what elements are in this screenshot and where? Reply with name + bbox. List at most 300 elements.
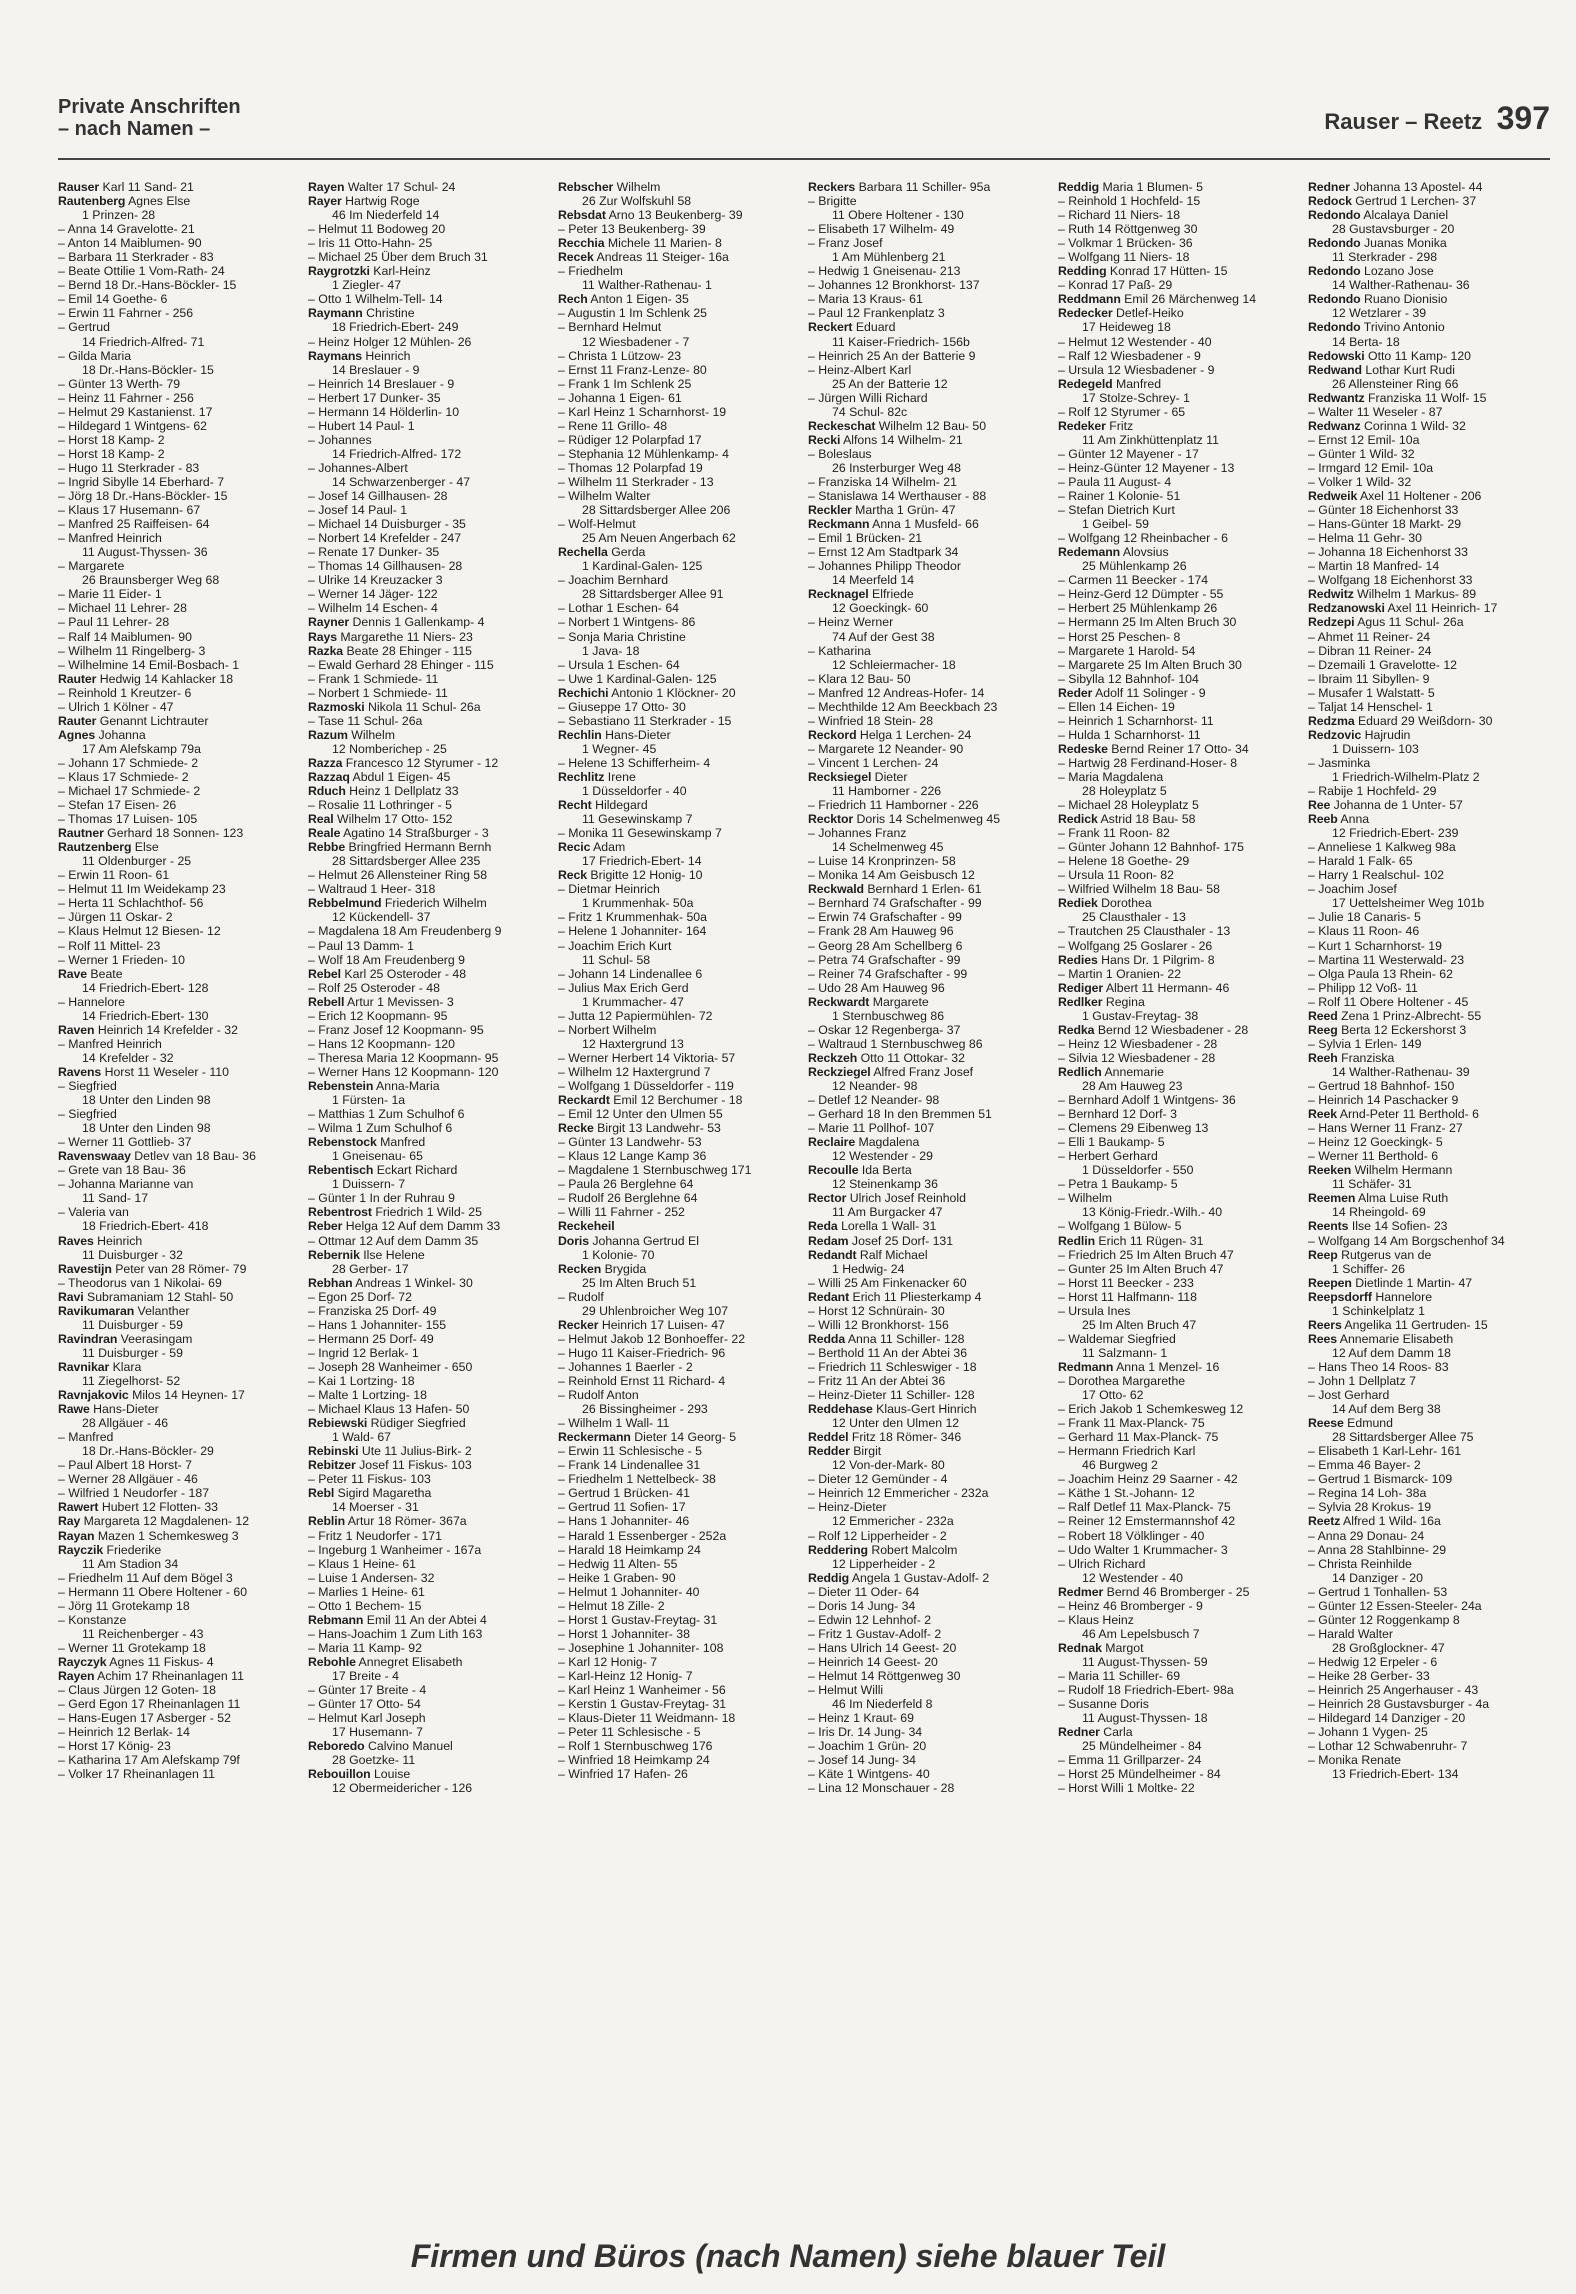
directory-entry: Ravnjakovic Milos 14 Heynen- 17 [58,1388,245,1403]
directory-entry: – John 1 Dellplatz 7 [1308,1373,1417,1388]
directory-entry: – Jürgen Willi Richard [808,390,928,405]
directory-entry: – Malte 1 Lortzing- 18 [308,1388,427,1403]
directory-entry: – Joseph 28 Wanheimer - 650 [308,1359,473,1374]
directory-entry: – Norbert 14 Krefelder - 247 [308,531,462,546]
directory-entry: – Ingrid Sibylle 14 Eberhard- 7 [58,474,225,489]
directory-entry: Recknagel Elfriede [808,587,914,602]
directory-entry: – Karl Heinz 1 Scharnhorst- 19 [558,404,727,419]
directory-entry: 13 König-Friedr.-Wilh.- 40 [1082,1205,1223,1220]
directory-entry: – Ibraim 11 Sibyllen- 9 [1308,671,1430,686]
directory-entry: – Erwin 11 Schlesische - 5 [558,1444,702,1459]
directory-entry: – Ralf 14 Maiblumen- 90 [58,629,192,644]
directory-entry: – Wolfgang 25 Goslarer - 26 [1058,938,1213,953]
directory-entry: – Hermann 25 Im Alten Bruch 30 [1058,615,1237,630]
directory-entry: – Hans-Eugen 17 Asberger - 52 [58,1711,231,1726]
directory-entry: – Johannes [308,432,372,447]
directory-entry: Redowski Otto 11 Kamp- 120 [1308,348,1472,363]
directory-entry: 1 Wald- 67 [332,1430,392,1445]
directory-entry: 11 August-Thyssen- 59 [1082,1654,1208,1669]
directory-entry: – Klaus 11 Roon- 46 [1308,924,1420,939]
directory-entry: – Herbert 17 Dunker- 35 [308,390,441,405]
directory-entry: Recek Andreas 11 Steiger- 16a [558,250,729,265]
directory-entry: Rayner Dennis 1 Gallenkamp- 4 [308,615,485,630]
directory-entry: Redondo Lozano Jose [1308,264,1434,279]
directory-entry: 14 Friedrich-Ebert- 128 [82,980,209,995]
directory-entry: Rechlitz Irene [558,769,636,784]
directory-entry: Rechlin Hans-Dieter [558,727,671,742]
directory-entry: 14 Auf dem Berg 38 [1332,1402,1441,1417]
directory-entry: 11 Sterkrader - 298 [1332,250,1438,265]
directory-entry: 12 Steinenkamp 36 [832,1177,938,1192]
directory-entry: – Monika Renate [1308,1753,1401,1768]
directory-entry: 74 Schul- 82c [832,404,908,419]
directory-entry: Rayczyk Agnes 11 Fiskus- 4 [58,1654,214,1669]
directory-entry: – Käthe 1 St.-Johann- 12 [1058,1486,1195,1501]
directory-entry: Redies Hans Dr. 1 Pilgrim- 8 [1058,952,1215,967]
directory-entry: – Gertrud 11 Sofien- 17 [558,1500,686,1515]
directory-entry: 12 Nomberichер - 25 [332,741,447,756]
directory-entry: Recic Adam [558,840,626,855]
directory-entry: – Horst 25 Peschen- 8 [1058,629,1181,644]
directory-entry: 11 Reichenberger - 43 [82,1626,204,1641]
directory-entry: Recht Hildegard [558,798,648,813]
directory-entry: – Jörg 11 Grotekamp 18 [58,1598,190,1613]
directory-entry: – Petra 74 Grafschafter - 99 [808,952,961,967]
directory-entry: – Luise 1 Andersen- 32 [308,1570,435,1585]
directory-entry: – Udo Walter 1 Krummacher- 3 [1058,1542,1228,1557]
directory-entry: – Rolf 1 Sternbuschweg 176 [558,1739,713,1754]
directory-entry: Razum Wilhelm [308,727,395,742]
directory-entry: 11 Duisburger - 32 [82,1247,183,1262]
directory-entry: – Anna 14 Gravelotte- 21 [58,222,195,237]
directory-entry: – Rainer 1 Kolonie- 51 [1058,489,1181,504]
directory-entry: Recktor Doris 14 Schelmenweg 45 [808,812,1001,827]
directory-entry: – Heinz-Dieter 11 Schiller- 128 [808,1388,975,1403]
directory-entry: Redmer Bernd 46 Bromberger - 25 [1058,1584,1250,1599]
directory-entry: – Helmut 11 Im Weidekamp 23 [58,882,226,897]
directory-entry: – Gunter 25 Im Alten Bruch 47 [1058,1261,1224,1276]
directory-entry: – Winfried 17 Hafen- 26 [558,1767,688,1782]
directory-entry: – Jutta 12 Papiermühlen- 72 [558,1008,713,1023]
directory-entry: – Manfred Heinrich [58,531,162,546]
directory-entry: – Johann 17 Schmiede- 2 [58,755,199,770]
directory-entry: – Hulda 1 Scharnhorst- 11 [1058,727,1201,742]
directory-entry: Redondo Juanas Monika [1308,236,1447,251]
directory-entry: – Johanna 1 Eigen- 61 [558,390,682,405]
directory-entry: – Willi 25 Am Finkenacker 60 [808,1275,967,1290]
directory-entry: Reale Agatino 14 Straßburger - 3 [308,826,489,841]
directory-entry: 1 Am Mühlenberg 21 [832,250,946,265]
directory-entry: – Waltraud 1 Sternbuschweg 86 [808,1036,983,1051]
directory-entry: – Helmut Jakob 12 Bonhoeffer- 22 [558,1331,746,1346]
directory-entry: – Ursula Ines [1058,1303,1131,1318]
directory-entry: – Heinz 12 Wiesbadener - 28 [1058,1036,1218,1051]
directory-entry: Rayan Mazen 1 Schemkesweg 3 [58,1528,239,1543]
directory-entry: – Frank 11 Max-Planck- 75 [1058,1416,1205,1431]
directory-entry: – Peter 13 Beukenberg- 39 [558,222,706,237]
directory-entry: – Heinz-Günter 12 Mayener - 13 [1058,460,1235,475]
directory-entry: – Frank 11 Roon- 82 [1058,826,1170,841]
directory-entry: – Michael 17 Schmiede- 2 [58,784,201,799]
directory-entry: Reddig Angela 1 Gustav-Adolf- 2 [808,1570,990,1585]
directory-entry: – Willi 12 Bronkhorst- 156 [808,1317,949,1332]
directory-entry: – Herbert Gerhard [1058,1149,1158,1164]
directory-entry: – Egon 25 Dorf- 72 [308,1289,412,1304]
directory-entry: 1 Düsseldorfer - 40 [582,784,687,799]
directory-entry: – Michael 14 Duisburger - 35 [308,517,466,532]
directory-entry: 12 Kückendell- 37 [332,910,431,925]
directory-entry: Rebel Karl 25 Osteroder - 48 [308,966,467,981]
directory-entry: 25 Mühlenkamp 26 [1082,559,1187,574]
directory-entry: – Marie 11 Eider- 1 [58,587,162,602]
directory-entry: – Hedwig 12 Erpeler - 6 [1308,1654,1438,1669]
directory-entry: – Joachim Bernhard [558,573,669,588]
directory-entry: – Heinrich 25 An der Batterie 9 [808,348,976,363]
directory-entry: – Johanna 18 Eichenhorst 33 [1308,545,1468,560]
directory-entry: – Philipp 12 Voß- 11 [1308,980,1418,995]
directory-entry: Reepen Dietlinde 1 Martin- 47 [1308,1275,1473,1290]
page-number: 397 [1496,100,1550,136]
directory-entry: 17 Am Alefskamp 79a [82,741,201,756]
directory-entry: – Josef 14 Paul- 1 [308,503,408,518]
directory-entry: – Kerstin 1 Gustav-Freytag- 31 [558,1697,727,1712]
directory-entry: – Berthold 11 An der Abtei 36 [808,1345,968,1360]
directory-entry: – Ingrid 12 Berlak- 1 [308,1345,419,1360]
directory-entry: 11 Schäfer- 31 [1332,1177,1412,1192]
directory-entry: – Gertrud 1 Bismarck- 109 [1308,1472,1453,1487]
directory-entry: – Hans 1 Johanniter- 46 [558,1514,690,1529]
directory-entry: – Emil 12 Unter den Ulmen 55 [558,1107,723,1122]
directory-entry: – Harald 18 Heimkamp 24 [558,1542,701,1557]
directory-entry: 1 Schinkelplatz 1 [1332,1303,1425,1318]
directory-entry: – Norbert Wilhelm [558,1022,657,1037]
directory-entry: 17 Heideweg 18 [1082,320,1171,335]
directory-entry: – Heinz 12 Goeckingk- 5 [1308,1135,1443,1150]
directory-entry: 14 Friedrich-Alfred- 71 [82,334,205,349]
directory-entry: – Werner 1 Frieden- 10 [58,952,185,967]
directory-entry: – Johannes-Albert [308,460,408,475]
directory-entry: Reber Helga 12 Auf dem Damm 33 [308,1219,501,1234]
directory-entry: – Sylvia 28 Krokus- 19 [1308,1500,1432,1515]
directory-entry: 29 Uhlenbroicher Weg 107 [582,1303,729,1318]
directory-entry: – Gerhard 18 In den Bremmen 51 [808,1107,992,1122]
directory-entry: – Gertrud [58,320,110,335]
directory-entry: – Ernst 12 Am Stadtpark 34 [808,545,959,560]
directory-entry: – Hans-Günter 18 Markt- 29 [1308,517,1462,532]
directory-entry: – Joachim Josef [1308,882,1397,897]
directory-entry: 12 Lipperheider - 2 [832,1556,936,1571]
directory-entry: – Rolf 12 Styrumer - 65 [1058,404,1186,419]
directory-entry: 14 Schelmenweg 45 [832,840,944,855]
directory-entry: Ray Margareta 12 Magdalenen- 12 [58,1514,250,1529]
directory-entry: – Helmut Karl Joseph [308,1711,426,1726]
directory-entry: – Hildegard 1 Wintgens- 62 [58,418,208,433]
directory-entry: – Werner Herbert 14 Viktoria- 57 [558,1050,736,1065]
directory-entry: – Frank 1 Im Schlenk 25 [558,376,692,391]
directory-entry: – Winfried 18 Heimkamp 24 [558,1753,710,1768]
directory-entry: – Thomas 14 Gillhausen- 28 [308,559,463,574]
directory-entry: 28 Goetzke- 11 [332,1753,416,1768]
directory-entry: – Lothar 12 Schwabenruhr- 7 [1308,1739,1468,1754]
directory-entry: Redwand Lothar Kurt Rudi [1308,362,1455,377]
directory-entry: – Jürgen 11 Oskar- 2 [58,910,173,925]
directory-entry: – Johannes Franz [808,826,907,841]
directory-entry: Raygrotzki Karl-Heinz [308,264,431,279]
directory-entry: Redwanz Corinna 1 Wild- 32 [1308,418,1466,433]
directory-entry: – Siegfried [58,1107,117,1122]
directory-entry: – Wolfgang 18 Eichenhorst 33 [1308,573,1473,588]
directory-entry: – Ingeburg 1 Wanheimer - 167a [308,1542,482,1557]
directory-entry: Redzma Eduard 29 Weißdorn- 30 [1308,713,1493,728]
directory-entry: – Robert 18 Völklinger - 40 [1058,1528,1205,1543]
directory-entry: Razzaq Abdul 1 Eigen- 45 [308,769,451,784]
directory-entry: 46 Burgweg 2 [1082,1458,1158,1473]
directory-entry: – Dorothea Margarethe [1058,1373,1186,1388]
directory-entry: 14 Berta- 18 [1332,334,1400,349]
directory-entry: Redding Konrad 17 Hütten- 15 [1058,264,1228,279]
directory-entry: – Ewald Gerhard 28 Ehinger - 115 [308,657,494,672]
directory-entry: – Werner Hans 12 Koopmann- 120 [308,1064,499,1079]
directory-entry: – Anton 14 Maiblumen- 90 [58,236,202,251]
directory-entry: – Horst 12 Schnürain- 30 [808,1303,945,1318]
directory-entry: – Manfred 25 Raiffeisen- 64 [58,517,210,532]
directory-entry: – Heinz-Dieter [808,1500,887,1515]
directory-entry: Razka Beate 28 Ehinger - 115 [308,643,473,658]
directory-entry: – Gertrud 1 Brücken- 41 [558,1486,690,1501]
directory-entry: – Franz Josef [808,236,883,251]
directory-column-2 [308,180,550,2210]
directory-entry: 12 Obermeidericher - 126 [332,1781,473,1796]
directory-entry: 26 Braunsberger Weg 68 [82,573,220,588]
directory-entry: – Helmut 14 Röttgenweg 30 [808,1668,961,1683]
directory-entry: – Musafer 1 Walstatt- 5 [1308,685,1435,700]
directory-entry: – Heike 28 Gerber- 33 [1308,1668,1430,1683]
directory-entry: 1 Friedrich-Wilhelm-Platz 2 [1332,769,1480,784]
directory-entry: – Rabije 1 Hochfeld- 29 [1308,784,1437,799]
directory-entry: 25 Im Alten Bruch 51 [582,1275,697,1290]
directory-entry: – Günter 18 Eichenhorst 33 [1308,503,1459,518]
directory-entry: – Monika 14 Am Geisbusch 12 [808,868,975,883]
directory-entry: 14 Friedrich-Ebert- 130 [82,1008,209,1023]
directory-entry: – Sibylla 12 Bahnhof- 104 [1058,671,1199,686]
directory-entry: – Helmut 29 Kastanienst. 17 [58,404,213,419]
directory-entry: – Günter 13 Werth- 79 [58,376,181,391]
directory-entry: – Uwe 1 Kardinal-Galen- 125 [558,671,717,686]
directory-entry: Rebell Artur 1 Mevissen- 3 [308,994,454,1009]
directory-entry: Rebitzer Josef 11 Fiskus- 103 [308,1458,472,1473]
directory-entry: 18 Unter den Linden 98 [82,1093,211,1108]
directory-entry: 18 Unter den Linden 98 [82,1121,211,1136]
directory-entry: – Manfred Heinrich [58,1036,162,1051]
directory-entry: Reek Arnd-Peter 11 Berthold- 6 [1308,1107,1479,1122]
directory-entry: – Rolf 11 Obere Holtener - 45 [1308,994,1469,1009]
directory-entry: – Stefan 17 Eisen- 26 [58,798,177,813]
directory-entry: 28 Am Hauweg 23 [1082,1079,1183,1093]
directory-entry: – Peter 11 Fiskus- 103 [308,1472,431,1487]
directory-entry: – Günter 13 Landwehr- 53 [558,1135,702,1150]
section-title [58,96,241,140]
name-range: Rauser – Reetz [1324,109,1483,134]
directory-entry: – Werner 11 Grotekamp 18 [58,1640,206,1655]
directory-entry: Rauter Genannt Lichtrauter [58,713,209,728]
directory-entry: 12 Goeckingk- 60 [832,601,929,616]
directory-entry: – Otto 1 Bechem- 15 [308,1598,422,1613]
directory-entry: 14 Walther-Rathenau- 39 [1332,1064,1470,1079]
directory-entry: – Gerhard 11 Max-Planck- 75 [1058,1430,1219,1445]
directory-entry: – Anna 29 Donau- 24 [1308,1528,1425,1543]
directory-entry: – Günter Johann 12 Bahnhof- 175 [1058,840,1244,855]
directory-entry: – Wolf 18 Am Freudenberg 9 [308,952,465,967]
directory-entry: – Harald 1 Essenberger - 252a [558,1528,727,1543]
directory-entry: Redka Bernd 12 Wiesbadener - 28 [1058,1022,1249,1037]
directory-entry: – Johannes 1 Baerler - 2 [558,1359,693,1374]
directory-entry: – Michael 25 Über dem Bruch 31 [308,250,488,265]
directory-entry: – Theresa Maria 12 Koopmann- 95 [308,1050,499,1065]
directory-entry: – Margarete 12 Neander- 90 [808,741,964,756]
directory-entry: – Wolfgang 1 Düsseldorfer - 119 [558,1079,734,1093]
directory-entry: – Ursula 11 Roon- 82 [1058,868,1174,883]
directory-entry: – Ralf Detlef 11 Max-Planck- 75 [1058,1500,1231,1515]
directory-entry: 25 Im Alten Bruch 47 [1082,1317,1197,1332]
directory-entry: – Helmut 18 Zille- 2 [558,1598,665,1613]
directory-entry: – Hugo 11 Sterkrader - 83 [58,460,200,475]
directory-entry: 11 August-Thyssen- 36 [82,545,208,560]
directory-entry: 1 Gustav-Freytag- 38 [1082,1008,1199,1023]
directory-entry: 11 Walther-Rathenau- 1 [582,278,712,293]
directory-entry: – Maria 11 Kamp- 92 [308,1640,422,1655]
directory-entry: – Joachim 1 Grün- 20 [808,1739,927,1754]
directory-entry: – Hartwig 28 Ferdinand-Hoser- 8 [1058,755,1238,770]
directory-entry: – Paul 12 Frankenplatz 3 [808,306,945,321]
directory-entry: 12 Schleiermacher- 18 [832,657,956,672]
directory-entry: 11 Am Zinkhüttenplatz 11 [1082,432,1219,447]
directory-entry: – Ralf 12 Wiesbadener - 9 [1058,348,1201,363]
directory-entry: Rayer Hartwig Roge [308,194,420,209]
directory-column-1 [58,180,300,2210]
directory-entry: Redlich Annemarie [1058,1064,1164,1079]
directory-entry: – Harry 1 Realschul- 102 [1308,868,1445,883]
directory-entry: 11 Duisburger - 59 [82,1345,183,1360]
directory-entry: – Reinhold Ernst 11 Richard- 4 [558,1373,726,1388]
directory-entry: – Trautchen 25 Clausthaler - 13 [1058,924,1231,939]
directory-entry: Rebmann Emil 11 An der Abtei 4 [308,1612,487,1627]
directory-entry: 11 Oldenburger - 25 [82,854,192,869]
directory-entry: – Walter 11 Weseler - 87 [1308,404,1443,419]
directory-entry: Rebenstock Manfred [308,1135,426,1150]
directory-entry: – Werner 28 Allgäuer - 46 [58,1472,198,1487]
directory-entry: – Emma 11 Grillparzer- 24 [1058,1753,1202,1768]
directory-entry: 13 Friedrich-Ebert- 134 [1332,1767,1459,1782]
directory-entry: – Horst 1 Gustav-Freytag- 31 [558,1612,718,1627]
directory-entry: – Heinrich 28 Gustavsburger - 4a [1308,1697,1490,1712]
directory-entry: – Klaus Helmut 12 Biesen- 12 [58,924,221,939]
directory-entry: – Vincent 1 Lerchen- 24 [808,755,939,770]
directory-entry: Raves Heinrich [58,1233,143,1248]
directory-entry: Reclaire Magdalena [808,1135,920,1150]
directory-entry: Ravens Horst 11 Weseler - 110 [58,1064,229,1079]
directory-entry: – Sylvia 1 Erlen- 149 [1308,1036,1422,1051]
directory-entry: – Magdalena 18 Am Freudenberg 9 [308,924,502,939]
directory-entry: Rebbe Bringfried Hermann Bernh [308,840,492,855]
directory-entry: – Sonja Maria Christine [558,629,686,644]
directory-entry: – Rudolf Anton [558,1388,639,1403]
directory-entry: – Thomas 17 Luisen- 105 [58,812,198,827]
directory-entry: – Margarete 25 Im Alten Bruch 30 [1058,657,1242,672]
directory-entry: – Michael 28 Holeyplatz 5 [1058,798,1199,813]
page-range-block [1324,100,1550,137]
directory-entry: 11 Am Burgacker 47 [832,1205,943,1220]
directory-entry: Rautzenberg Else [58,840,159,855]
directory-entry: 26 Allensteiner Ring 66 [1332,376,1459,391]
directory-entry: Redweik Axel 11 Holtener - 206 [1308,489,1482,504]
directory-entry: – Wilhelm 11 Sterkrader - 13 [558,474,714,489]
directory-entry: 12 Wiesbadener - 7 [582,334,690,349]
directory-entry: – Fritz 1 Krummenhak- 50a [558,910,707,925]
directory-entry: Reddel Fritz 18 Römer- 346 [808,1430,962,1445]
directory-entry: – Friedrich 11 Hamborner - 226 [808,798,979,813]
directory-entry: – Ulrich 1 Kölner - 47 [58,699,174,714]
directory-entry: – Martina 11 Westerwald- 23 [1308,952,1465,967]
directory-entry: Rebiewski Rüdiger Siegfried [308,1416,466,1431]
directory-entry: – Willi 11 Fahrner - 252 [558,1205,685,1220]
directory-entry: 11 Salzmann- 1 [1082,1345,1168,1360]
directory-entry: Reemen Alma Luise Ruth [1308,1191,1449,1206]
directory-entry: – Norbert 1 Wintgens- 86 [558,615,696,630]
directory-entry: – Wilhelm 12 Haxtergrund 7 [558,1064,711,1079]
directory-entry: – Heinz-Gerd 12 Dümpter - 55 [1058,587,1224,602]
directory-entry: – Emma 46 Bayer- 2 [1308,1458,1421,1473]
directory-entry: – Horst 1 Johanniter- 38 [558,1626,690,1641]
directory-entry: – Wolfgang 14 Am Borgschenhof 34 [1308,1233,1505,1248]
directory-entry: – Waltraud 1 Heer- 318 [308,882,436,897]
directory-entry: Reda Lorella 1 Wall- 31 [808,1219,937,1234]
directory-entry: – Ottmar 12 Auf dem Damm 35 [308,1233,479,1248]
directory-entry: Redda Anna 11 Schiller- 128 [808,1331,965,1346]
directory-entry: – Christa 1 Lützow- 23 [558,348,682,363]
directory-entry: – Beate Ottilie 1 Vom-Rath- 24 [58,264,225,279]
directory-entry: Rech Anton 1 Eigen- 35 [558,292,689,307]
directory-entry: – Ulrich Richard [1058,1556,1146,1571]
directory-entry: – Joachim Erich Kurt [558,938,672,953]
directory-entry: – Johanna Marianne van [58,1177,194,1192]
directory-entry: 1 Prinzen- 28 [82,208,156,223]
directory-entry: Redlker Regina [1058,994,1145,1009]
directory-entry: 46 Im Niederfeld 8 [832,1697,933,1712]
directory-columns [58,180,1550,2210]
directory-entry: – Hermann 14 Hölderlin- 10 [308,404,460,419]
directory-entry: – Winfried 18 Stein- 28 [808,713,934,728]
directory-entry: – Käte 1 Wintgens- 40 [808,1767,930,1782]
directory-entry: 1 Krummenhak- 50a [582,896,694,911]
directory-entry: – Paul 13 Damm- 1 [308,938,414,953]
directory-entry: – Helmut 26 Allensteiner Ring 58 [308,868,488,883]
directory-entry: Reepsdorff Hannelore [1308,1289,1433,1304]
directory-entry: – Regina 14 Loh- 38a [1308,1486,1427,1501]
directory-entry: – Elisabeth 17 Wilhelm- 49 [808,222,955,237]
directory-entry: 1 Wegner- 45 [582,741,657,756]
directory-entry: – Tase 11 Schul- 26a [308,713,423,728]
directory-entry: – Hans 1 Johanniter- 155 [308,1317,447,1332]
directory-entry: 28 Sittardsberger Allee 91 [582,587,724,602]
directory-entry: Ree Johanna de 1 Unter- 57 [1308,798,1463,813]
directory-entry: – Hans Ulrich 14 Geest- 20 [808,1640,957,1655]
directory-entry: Recki Alfons 14 Wilhelm- 21 [808,432,963,447]
directory-entry: – Heinz 46 Bromberger - 9 [1058,1598,1203,1613]
directory-entry: – Anna 28 Stahlbinne- 29 [1308,1542,1447,1557]
directory-entry: – Monika 11 Gesewinskamp 7 [558,826,722,841]
directory-entry: – Iris Dr. 14 Jung- 34 [808,1725,923,1740]
directory-entry: 1 Hedwig- 24 [832,1261,905,1276]
